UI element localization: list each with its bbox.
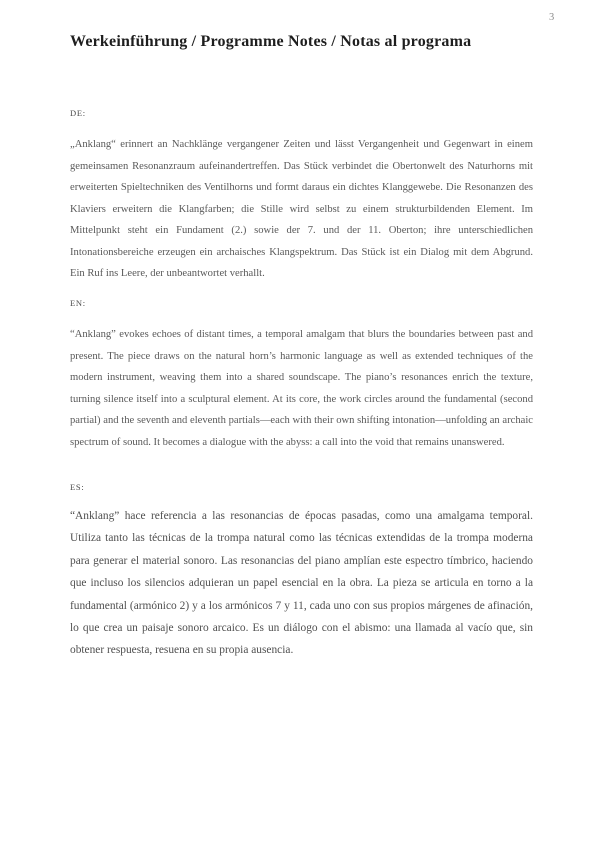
- section-label-es: ES:: [70, 482, 85, 492]
- page-number: 3: [549, 12, 555, 23]
- section-text-es: “Anklang” hace referencia a las resonancias de épocas pasadas, como una amalgama temporal. Utiliza tanto las técnicas de la trompa natural como las técnicas extendidas de la trompa moderna para generar el material sonoro. Las resonancias del piano amplían este espectro tímbrico, haciendo que incluso los silencios adquieran un papel esencial en la obra. La pieza se articula en torno a la fundamental (armónico 2) y a los armónicos 7 y 11, cada uno con sus propios márgenes de afinación, lo que crea un paisaje sonoro arcaico. Es un diálogo con el abismo: una llamada al vacío que, sin obtener respuesta, resuena en su propia ausencia.: [70, 510, 533, 657]
- section-label-de: DE:: [70, 108, 86, 118]
- page-title: Werkeinführung / Programme Notes / Notas al programa: [70, 33, 472, 50]
- section-text-en: “Anklang” evokes echoes of distant times, a temporal amalgam that blurs the boundaries between past and present. The piece draws on the natural horn’s harmonic language as well as extended techniques of the modern instrument, weaving them into a shared soundscape. The piano’s resonances enrich the texture, turning silence itself into a sculptural element. At its core, the work circles around the fundamental (second partial) and the seventh and eleventh partials—each with their own shifting intonation—unfolding an archaic spectrum of sound. It becomes a dialogue with the abyss: a call into the void that remains unanswered.: [70, 329, 533, 448]
- section-label-en: EN:: [70, 298, 86, 308]
- section-text-de: „Anklang“ erinnert an Nachklänge vergangener Zeiten und lässt Vergangenheit und Gegenwart in einem gemeinsamen Resonanzraum aufeinandertreffen. Das Stück verbindet die Obertonwelt des Naturhorns mit erweiterten Spieltechniken des Ventilhorns und formt daraus ein dichtes Klanggewebe. Die Resonanzen des Klaviers erweitern die Klangfarben; die Stille wird selbst zu einem strukturbildenden Element. Im Mittelpunkt steht ein Fundament (2.) sowie der 7. und der 11. Oberton; ihre unterschiedlichen Intonationsbereiche erzeugen ein archaisches Klangspektrum. Das Stück ist ein Dialog mit dem Abgrund. Ein Ruf ins Leere, der unbeantwortet verhallt.: [70, 139, 533, 279]
